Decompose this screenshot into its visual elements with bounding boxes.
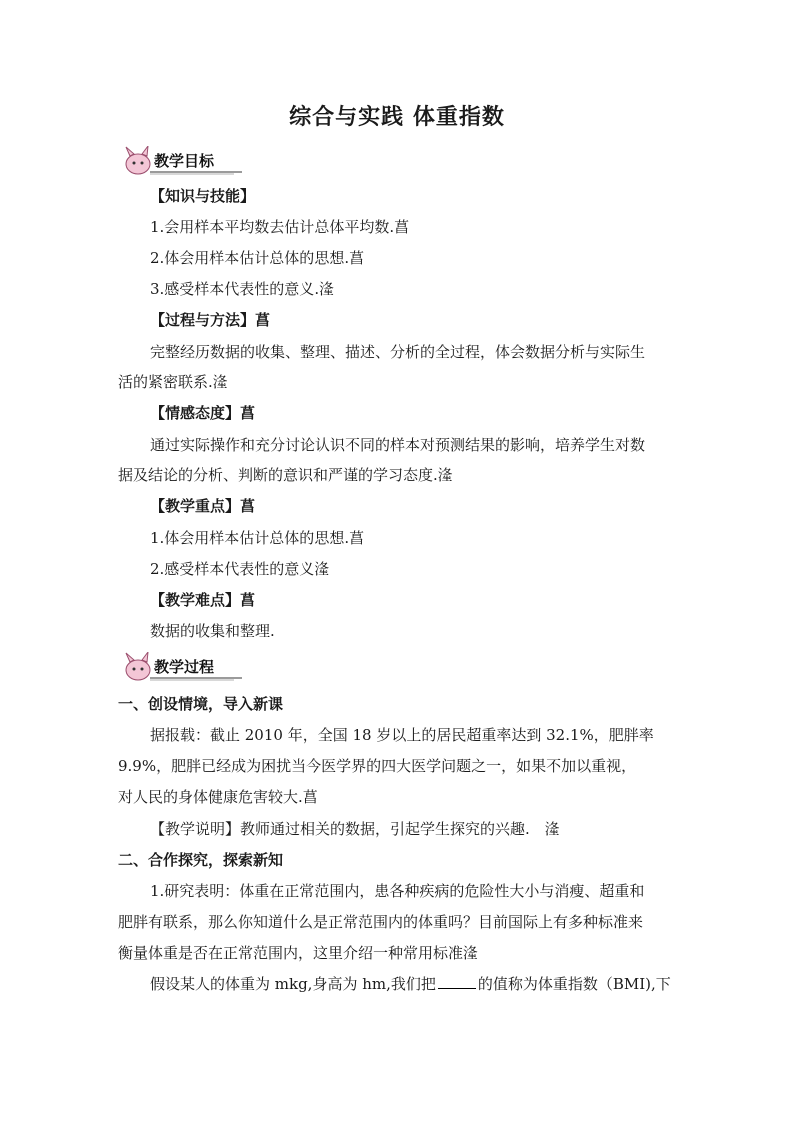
- fill-in-blank: [438, 974, 476, 989]
- part-heading-2: 二、合作探究，探索新知: [118, 851, 284, 869]
- text-line: 通过实际操作和充分讨论认识不同的样本对预测结果的影响，培养学生对数: [150, 436, 646, 454]
- section-title: 教学过程: [154, 658, 215, 676]
- text-line: 1.会用样本平均数去估计总体平均数.菖: [150, 218, 410, 236]
- subheading-attitude: 【情感态度】菖: [150, 404, 256, 422]
- text-segment: 的值称为体重指数（BMI),下: [477, 975, 671, 993]
- page-title: 综合与实践 体重指数: [289, 104, 505, 130]
- text-line: 数据的收集和整理.: [150, 622, 275, 640]
- text-line: 1.研究表明：体重在正常范围内，患各种疾病的危险性大小与消瘦、超重和: [150, 882, 645, 900]
- part-heading-1: 一、创设情境，导入新课: [118, 695, 284, 713]
- text-line: 完整经历数据的收集、整理、描述、分析的全过程，体会数据分析与实际生: [150, 343, 646, 361]
- text-segment: 假设某人的体重为 mkg,身高为 hm,我们把: [150, 975, 436, 993]
- text-line: 对人民的身体健康危害较大.菖: [118, 788, 318, 806]
- text-line: 活的紧密联系.湰: [118, 373, 228, 391]
- text-line: 2.感受样本代表性的意义湰: [150, 560, 330, 578]
- text-line: 1.体会用样本估计总体的思想.菖: [150, 529, 365, 547]
- text-line: 衡量体重是否在正常范围内，这里介绍一种常用标准湰: [118, 944, 479, 962]
- section-banner-objectives: [116, 146, 246, 176]
- subheading-method: 【过程与方法】菖: [150, 311, 271, 329]
- text-line: 9.9%，肥胖已经成为困扰当今医学界的四大医学问题之一，如果不加以重视，: [118, 757, 637, 775]
- text-line-with-blank: [150, 974, 671, 994]
- teaching-note: 【教学说明】教师通过相关的数据，引起学生探究的兴趣. 湰: [150, 820, 560, 838]
- subheading-key: 【教学重点】菖: [150, 497, 256, 515]
- section-banner-process: [116, 652, 246, 682]
- text-line: 据报载：截止 2010 年，全国 18 岁以上的居民超重率达到 32.1%，肥胖率: [150, 726, 654, 744]
- section-title: 教学目标: [154, 152, 215, 170]
- text-line: 据及结论的分析、判断的意识和严谨的学习态度.湰: [118, 466, 453, 484]
- subheading-knowledge: 【知识与技能】: [150, 187, 256, 205]
- subheading-difficult: 【教学难点】菖: [150, 591, 256, 609]
- text-line: 2.体会用样本估计总体的思想.菖: [150, 249, 365, 267]
- text-line: 肥胖有联系，那么你知道什么是正常范围内的体重吗？目前国际上有多种标准来: [118, 913, 644, 931]
- text-line: 3.感受样本代表性的意义.湰: [150, 280, 335, 298]
